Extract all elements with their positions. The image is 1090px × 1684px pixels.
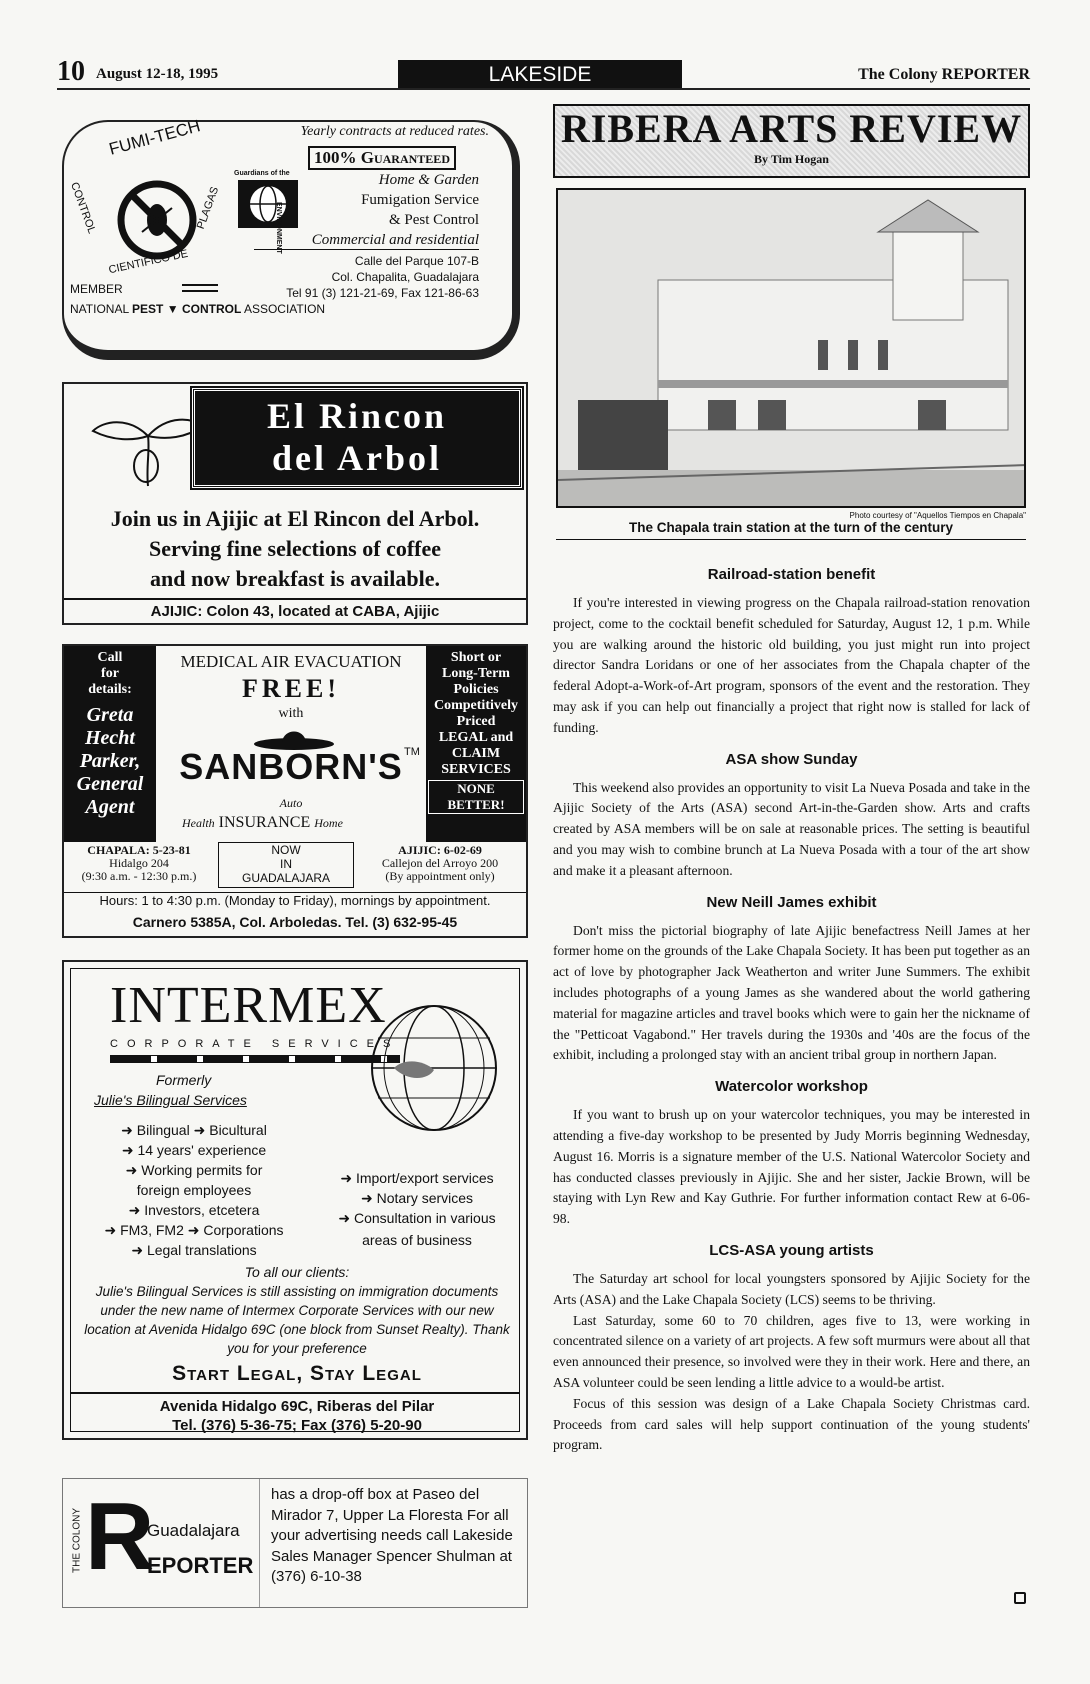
- article-banner-title: RIBERA ARTS REVIEW: [560, 106, 1023, 151]
- station-illustration: [558, 190, 1026, 508]
- end-mark-icon: [1014, 1592, 1026, 1604]
- agent-line-5: Agent: [85, 796, 135, 818]
- sanborns-left-col: [64, 646, 156, 842]
- section-title: Railroad-station benefit: [707, 566, 876, 583]
- arrow-icon: ➜: [193, 1122, 206, 1138]
- fumitech-service-2: Fumigation Service: [361, 192, 479, 208]
- right-line-6: LEGAL and: [438, 730, 514, 745]
- bullet-row: ➜ Import/export services: [340, 1170, 494, 1186]
- sanborns-headline: MEDICAL AIR EVACUATION: [180, 652, 402, 671]
- call-line-3: details:: [88, 682, 132, 697]
- intermex-clients-title: To all our clients:: [244, 1264, 350, 1280]
- publication-name: The Colony REPORTER: [858, 66, 1030, 83]
- chapala-hours: (9:30 a.m. - 12:30 p.m.): [81, 869, 197, 883]
- fumitech-service-3: & Pest Control: [388, 212, 479, 228]
- intermex-subtitle: CORPORATE SERVICES: [110, 1038, 400, 1050]
- article-banner: [553, 104, 1030, 178]
- fumitech-association: [70, 302, 325, 316]
- association-prefix: NATIONAL: [70, 302, 129, 316]
- rincon-body: [64, 504, 526, 594]
- insurance-word: INSURANCE: [218, 814, 311, 831]
- association-control: CONTROL: [181, 302, 242, 316]
- none-better: NONE BETTER!: [428, 780, 524, 814]
- bullet-row: ➜ Working permits for: [125, 1162, 263, 1178]
- fumitech-arc-left: CONTROL: [68, 180, 98, 236]
- rincon-title-1: El Rincon: [266, 396, 448, 436]
- article-body: [553, 566, 1030, 1456]
- rincon-ad: [62, 382, 528, 625]
- ajijic-hours: (By appointment only): [385, 869, 495, 883]
- agent-line-3: Parker,: [79, 750, 141, 772]
- section-body: The Saturday art school for local youngsters sponsored by Ajijic Society for the Arts (ASA) and the Lake Chapala Society (LCS) seems to be thriving. Last Saturday, some 60 to 70 children, ages five to 13, were working in concentrated silence on a variety of art projects. A few soft murmurs were about all that even announced their presence, so involved were they in their work. Here and there, an ASA volunteer could be seen lending a little advice to a would-be artist. Focus of this session was design of a Lake Chapala Society Christmas card. Proceeds from card sales will help support continuation of the young students' program.: [553, 1270, 1030, 1453]
- fumitech-service-1: Home & Garden: [378, 172, 479, 188]
- bullet-row: ➜ Bilingual ➜ Bicultural: [121, 1122, 267, 1138]
- arrow-icon: ➜: [131, 1242, 144, 1258]
- association-suffix: ASSOCIATION: [243, 302, 326, 316]
- intermex-footer-rule: [70, 1392, 520, 1394]
- intermex-slogan: Start Legal, Stay Legal: [172, 1362, 422, 1385]
- sanborns-insurance-line: [182, 814, 422, 832]
- insurance-health: Health: [182, 816, 215, 830]
- right-line-7: CLAIM: [451, 746, 501, 761]
- seedling-icon: [88, 396, 208, 496]
- sanborns-address: Carnero 5385A, Col. Arboledas. Tel. (3) 632-95-45: [132, 914, 458, 930]
- fumitech-guardians: Guardians of the: [234, 170, 290, 177]
- header-rule: [57, 88, 1030, 90]
- fumitech-guarantee: 100% Guaranteed: [308, 146, 456, 170]
- sanborns-auto: Auto: [279, 796, 303, 810]
- photo-credit: Photo courtesy of "Aquellos Tiempos en Chapala": [849, 511, 1026, 520]
- sanborns-ajijic: [360, 844, 520, 883]
- rincon-line-1: Join us in Ajijic at El Rincon del Arbol.: [110, 506, 480, 531]
- arrow-icon: ➜: [125, 1162, 138, 1178]
- call-line-1: Call: [97, 650, 123, 665]
- sanborns-ad: [62, 644, 528, 938]
- sanborns-with: with: [278, 706, 304, 721]
- arrow-icon: ➜: [340, 1170, 353, 1186]
- right-line-4: Competitively: [434, 698, 518, 713]
- issue-date: August 12-18, 1995: [96, 66, 219, 82]
- section-body: Don't miss the pictorial biography of late Ajijic benefactress Neill James at her former home on the grounds of the Lake Chapala Society. It has been put together as an act of love by photographer Jack Weatherton and writer June Summers. The exhibit includes photographs of a young James as she wandered about the world gathering material for magazine articles and travel books which were to gain her the nickname of the "Petticoat Vagabond." Her travels during the 1930s and '40s are the focus of the exhibit, including a prolonged stay with an ancient tribal group in northern Japan.: [553, 922, 1030, 1063]
- globe-icon: [238, 180, 298, 228]
- section-title: LCS-ASA young artists: [709, 1241, 874, 1259]
- arrow-icon: ➜: [121, 1122, 133, 1138]
- rincon-line-3: and now breakfast is available.: [150, 566, 440, 591]
- call-line-2: for: [101, 666, 119, 681]
- rincon-title-2: del Arbol: [271, 438, 442, 478]
- fumitech-arc-bottom: CIENTIFICO DE: [107, 247, 190, 277]
- agent-line-1: Greta: [86, 704, 134, 726]
- association-pest: PEST: [132, 302, 164, 316]
- sanborns-free: FREE!: [242, 674, 340, 703]
- now-line-1: NOW: [271, 843, 301, 857]
- rincon-line-2: Serving fine selections of coffee: [148, 536, 442, 561]
- intermex-ad: [62, 960, 528, 1440]
- train-station-photo: [556, 188, 1026, 508]
- section-title: Watercolor workshop: [715, 1078, 868, 1096]
- reporter-vertical: THE COLONY: [71, 1508, 83, 1574]
- reporter-big-r: R: [85, 1483, 155, 1590]
- intermex-formerly: Formerly: [156, 1072, 212, 1088]
- bullet-row: ➜ Legal translations: [131, 1242, 257, 1258]
- section-body: This weekend also provides an opportunity to visit La Nueva Posada and take in the Ajijic Society of the Arts (ASA) second Art-in-the-Garden show. Arts and crafts created by ASA members will be on sale at reasonable prices. The setting is beautiful and you may wish to combine brunch at La Nueva Posada with a tour of the art show and make it a pleasant afternoon.: [553, 779, 1030, 878]
- section-body: If you want to brush up on your watercolor techniques, you may be interested in attending a five-day workshop to be presented by Judy Morris beginning Wednesday, August 16. Morris is a signature member of the U.S. National Watercolor Society and has conducted classes previously in Ajijic. She and her sister, Jackie Brown, will be staying with Lyn Rew and Kay Guthrie. For further information contact Rew at 6-06-98.: [553, 1107, 1030, 1227]
- arrow-icon: ➜: [187, 1222, 200, 1238]
- article-byline: By Tim Hogan: [754, 152, 829, 166]
- bullet-row: areas of business: [362, 1232, 472, 1248]
- photo-caption: The Chapala train station at the turn of the century: [556, 520, 1026, 540]
- fumitech-environment: ENVIRONMENT: [275, 202, 282, 254]
- section-title: New Neill James exhibit: [706, 893, 877, 911]
- intermex-footer-2: Tel. (376) 5-36-75; Fax (376) 5-20-90: [172, 1417, 422, 1434]
- bullet-row: ➜ FM3, FM2 ➜ Corporations: [104, 1222, 284, 1238]
- section-title: ASA show Sunday: [725, 750, 858, 768]
- bullet-row: ➜ 14 years' experience: [121, 1142, 267, 1158]
- sanborns-now: [218, 842, 354, 888]
- fumitech-ad: [62, 116, 520, 360]
- rincon-title-box: [192, 388, 522, 488]
- intermex-left-bullets: [74, 1120, 314, 1260]
- reporter-guadalajara: Guadalajara: [147, 1521, 240, 1540]
- bullet-row: foreign employees: [136, 1182, 252, 1198]
- reporter-divider: [259, 1479, 260, 1607]
- reporter-eporter: EPORTER: [147, 1553, 254, 1578]
- arrow-icon: ➜: [128, 1202, 141, 1218]
- bullet-row: ➜ Consultation in various: [338, 1210, 496, 1226]
- sanborns-logo: SANBORN'S: [179, 746, 403, 787]
- right-line-8: SERVICES: [441, 762, 511, 777]
- fumitech-logo: [72, 128, 242, 298]
- bullet-row: ➜ Investors, etcetera: [128, 1202, 260, 1218]
- chapala-phone: CHAPALA: 5-23-81: [87, 843, 191, 857]
- sanborns-tm: TM: [404, 746, 420, 758]
- intermex-bar: [110, 1055, 400, 1063]
- rincon-footer: AJIJIC: Colon 43, located at CABA, Ajijic: [64, 598, 526, 623]
- fumitech-tagline: Yearly contracts at reduced rates.: [300, 124, 489, 139]
- reporter-text: has a drop-off box at Paseo del Mirador 7, Upper La Floresta For all your advertising needs call Lakeside Sales Manager Spencer Shulman at (376) 6-10-38: [271, 1486, 513, 1585]
- now-line-3: GUADALAJARA: [241, 871, 331, 885]
- fumitech-address-1: Calle del Parque 107-B: [354, 254, 479, 268]
- pest-logo-mark: [182, 284, 218, 292]
- intermex-logo: INTERMEX: [110, 977, 387, 1034]
- fumitech-commercial: Commercial and residential: [254, 232, 479, 250]
- arrow-icon: ➜: [104, 1222, 117, 1238]
- fumitech-address-3: Tel 91 (3) 121-21-69, Fax 121-86-63: [286, 286, 479, 300]
- sanborns-right-col: [426, 646, 526, 842]
- fumitech-arc-right: PLAGAS: [194, 185, 222, 231]
- section-title: LAKESIDE: [398, 60, 682, 89]
- arrow-icon: ➜: [360, 1190, 373, 1206]
- now-line-2: IN: [280, 857, 292, 871]
- globe-icon: [364, 998, 504, 1138]
- sanborns-hours: Hours: 1 to 4:30 p.m. (Monday to Friday), mornings by appointment.: [64, 892, 526, 908]
- section-body: If you're interested in viewing progress on the Chapala railroad-station renovation project, come to the cocktail benefit scheduled for Saturday, August 12, 1 p.m. While you are walking around the historic old building, you just might run into project director Sandra Loridans or one of her associates from the Chapala chapter of the federal Adopt-a-Work-of-Art program, sponsors of the event and the restoration. They may ask if you can help out financially a project that right now is stalled for lack of funding.: [553, 595, 1030, 735]
- agent-line-2: Hecht: [85, 727, 135, 749]
- intermex-right-bullets: [314, 1168, 520, 1250]
- ajijic-address: Callejon del Arroyo 200: [381, 856, 499, 870]
- sanborns-chapala: [64, 844, 214, 883]
- right-line-5: Priced: [456, 714, 496, 729]
- right-line-3: Policies: [453, 682, 499, 697]
- bullet-row: ➜ Notary services: [360, 1190, 474, 1206]
- chapala-address: Hidalgo 204: [109, 856, 169, 870]
- intermex-footer-1: Avenida Hidalgo 69C, Riberas del Pilar: [159, 1398, 435, 1415]
- pest-arrow-icon: ▼: [166, 302, 179, 316]
- right-line-1: Short or: [450, 650, 502, 665]
- ajijic-phone: AJIJIC: 6-02-69: [398, 843, 482, 857]
- page-number: 10: [57, 56, 85, 87]
- intermex-former-name: Julie's Bilingual Services: [94, 1092, 247, 1108]
- arrow-icon: ➜: [121, 1142, 134, 1158]
- reporter-ad: [62, 1478, 528, 1608]
- insurance-home: Home: [314, 816, 343, 830]
- fumitech-address-2: Col. Chapalita, Guadalajara: [331, 270, 479, 284]
- fumitech-member: MEMBER: [70, 282, 123, 296]
- arrow-icon: ➜: [338, 1210, 351, 1226]
- agent-line-4: General: [76, 773, 144, 795]
- intermex-clients-body: Julie's Bilingual Services is still assisting on immigration documents under the new name of Intermex Corporate Services with our new location at Avenida Hidalgo 69C (one block from Sunset Realty). Thank you for your preference: [84, 1284, 510, 1356]
- fumitech-arc-top: FUMI-TECH: [107, 116, 203, 159]
- right-line-2: Long-Term: [442, 666, 510, 681]
